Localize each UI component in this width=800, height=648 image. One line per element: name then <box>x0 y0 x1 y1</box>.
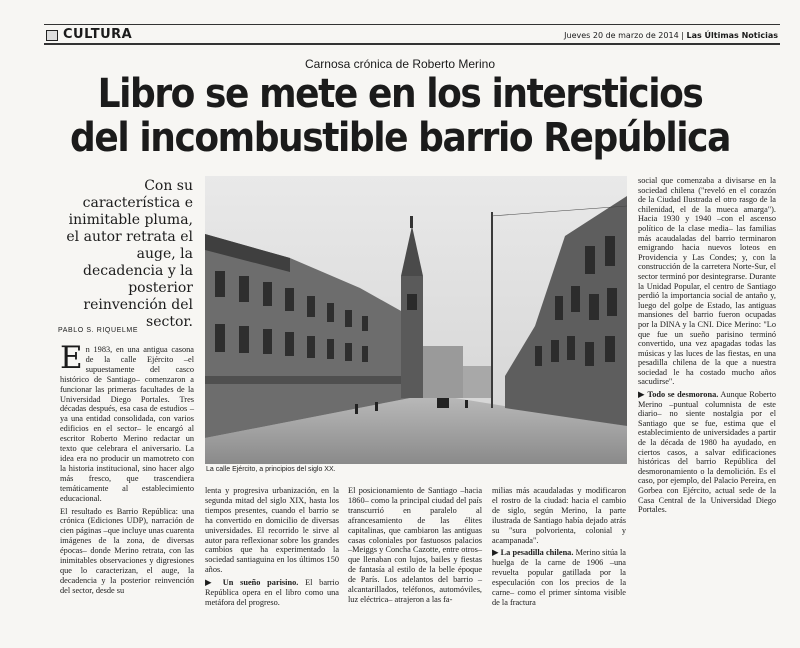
subhead: La pesadilla chilena. <box>500 548 574 558</box>
paragraph-text: El barrio República opera en el libro como una metáfora del progreso. <box>205 578 339 607</box>
paragraph: El resultado es Barrio República: una crónica (Ediciones UDP), narración de cien páginas –que incluye unas cuarenta imágenes de la zona, de diversas épocas– donde Merino retrata, con las inimitables observaciones y digresiones que lo caracterizan, el auge, la decadencia y la posterior reinvención del sector, desde su <box>60 506 194 595</box>
paragraph: social que comenzaba a divisarse en la sociedad chilena ("reveló en el corazón de la Ciudad Ilustrada el otro rasgo de la chilenidad, el de la mueca amarga"). Hacia 1930 y 1940 –con el ascenso político de la clase media– las familias más acaudaladas del barrio terminaron emigrando hacia nuevos loteos en Providencia y Las Condes; y, con la construcción de la carretera Norte-Sur, el sector terminó por desintegrarse. Durante la Unidad Popular, el centro de Santiago perdió la importancia social de antaño y, luego del golpe de Estado, las antiguas mansiones del barrio fueron ocupadas por la DINA y la CNI. Dice Merino: "Lo que fue un sueño parisino terminó convertido, una vez apagadas todas las músicas y las luces de las fiestas, en una pesadilla chilena de la que a nuestra sociedad le ha costado mucho años sacudirse". <box>638 176 776 387</box>
paragraph <box>492 548 626 607</box>
subhead-marker: ▶ <box>205 578 223 588</box>
column-2 <box>205 486 339 611</box>
date: Jueves 20 de marzo de 2014 <box>564 31 679 40</box>
subhead: Un sueño parisino. <box>222 578 299 588</box>
headline-line-2: del incombustible barrio República <box>70 115 730 161</box>
header-rule <box>44 43 780 45</box>
column-3 <box>348 486 482 608</box>
kicker: Carnosa crónica de Roberto Merino <box>304 57 496 71</box>
column-4 <box>492 486 626 611</box>
top-rule <box>44 24 780 25</box>
headline <box>40 72 760 160</box>
column-1 <box>60 340 194 599</box>
subhead: Todo se desmorona. <box>647 390 719 400</box>
subhead-marker: ▶ <box>492 548 501 558</box>
section-label: CULTURA <box>63 27 133 42</box>
drop-cap: E <box>60 340 83 376</box>
section-icon <box>46 30 58 41</box>
publication-name: Las Últimas Noticias <box>686 31 778 40</box>
paragraph <box>638 390 776 515</box>
photo-caption: La calle Ejército, a principios del siglo XX. <box>206 466 336 473</box>
paragraph-text: Merino sitúa la huelga de la carne de 1906 –una revuelta popular gatillada por la especulación con los precios de la carne– como el primer síntoma visible de la fractura <box>492 548 626 607</box>
street-scene-illustration <box>205 176 627 464</box>
deck: Con su característica e inimitable pluma, el autor retrata el auge, la decadencia y la posterior reinvención del sector. <box>66 178 193 330</box>
paragraph: lenta y progresiva urbanización, en la segunda mitad del siglo XIX, hasta los tiempos presentes, cuando el barrio se ha convertido en domicilio de diversas universidades. El recorrido le sirve al autor para reflexionar sobre los grandes cambios que ha experimentado la sociedad santiaguina en los últimos 150 años. <box>205 486 339 575</box>
paragraph: El posicionamiento de Santiago –hacia 1860– como la principal ciudad del país transcurrió en paralelo al afrancesamiento de las élites capitalinas, que cambiaron las antiguas casas coloniales por fastuosos palacios –Meiggs y Concha Cazotte, entre otros– que llenaban con lujos, bailes y fiestas de fantasía al estilo de la belle époque de París. Los adelantos del barrio –alcantarillados, teléfonos, automóviles, luz eléctrica– atrajeron a las fa- <box>348 486 482 604</box>
headline-line-1: Libro se mete en los intersticios <box>97 71 703 117</box>
paragraph <box>205 578 339 608</box>
subhead-marker: ▶ <box>638 390 648 400</box>
paragraph-text: n 1983, en una antigua casona de la calle Ejército –el supuestamente del casco histórico de Santiago– comenzaron a funcionar las primeras facultades de la Universidad Diego Portales. Tres décadas después, esa casa de estudios –ya una entidad consolidada, con varios edificios en el sector– le encargó al escritor Roberto Merino redactar un texto que celebrara el aniversario. La idea era no producir un mamotreto con la historia institucional, sino hacer algo más fresco, que trascendiera temáticamente al establecimiento educacional. <box>60 345 194 503</box>
paragraph: milias más acaudaladas y modificaron el rostro de la ciudad: hacia el cambio de siglo, según Merino, la parte ilustrada de Santiago había dejado atrás su "sura polvorienta, colonial y acampanada". <box>492 486 626 545</box>
paragraph <box>60 340 194 504</box>
dateline-separator: | <box>681 31 684 40</box>
dateline <box>564 31 778 40</box>
paragraph-text: Aunque Roberto Merino –puntual columnista de este diario– no siente nostalgia por el Santiago que se fue, estima que el establecimiento de universidades a partir de la década de 1980 ha ayudado, en ciertos casos, a salvar edificaciones históricas del barrio República del desmoronamiento o la demolición. Es el caso, por ejemplo, del Palacio Pereira, en Gorbea con Ejército, actual sede de la Casa Central de la Universidad Diego Portales. <box>638 390 776 515</box>
byline: PABLO S. RIQUELME <box>58 327 139 334</box>
column-5 <box>638 176 776 518</box>
article-photo <box>205 176 627 464</box>
